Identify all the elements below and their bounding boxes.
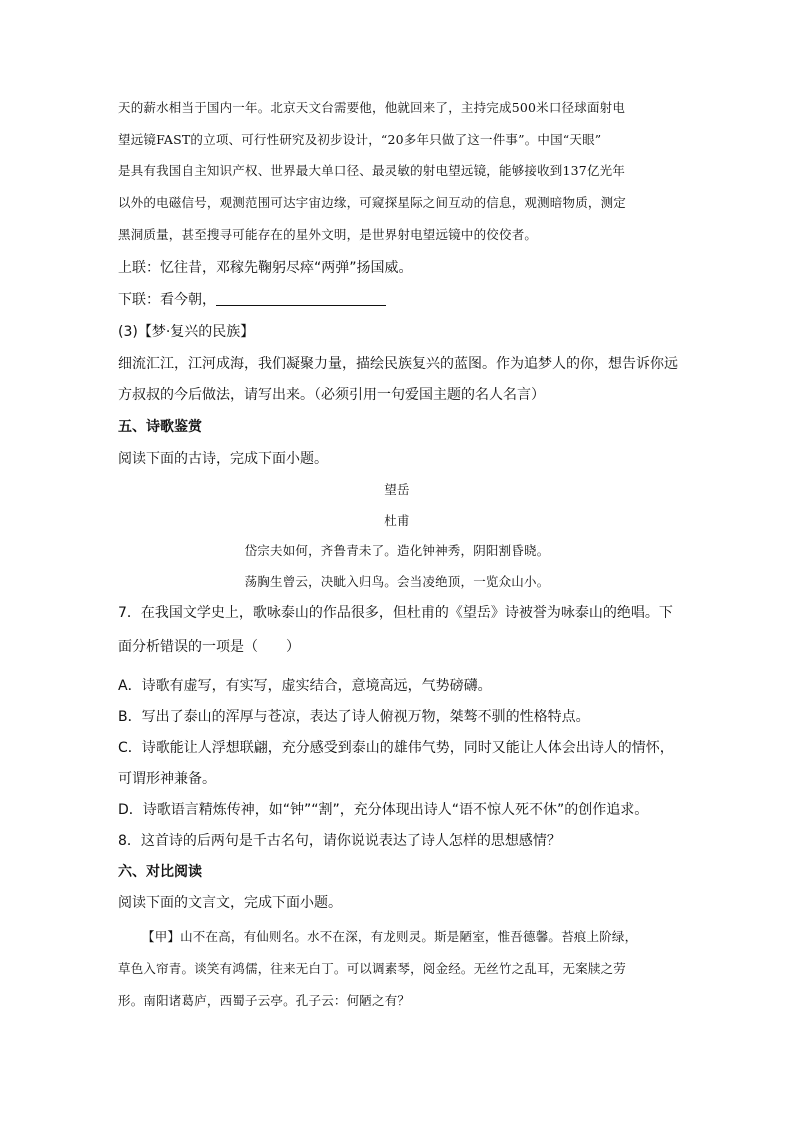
q3-title: (3)【梦·复兴的民族】 [118, 324, 255, 340]
passage-line: 以外的电磁信号，观测范围可达宇宙边缘，可窥探星际之间互动的信息，观测暗物质，测定 [118, 195, 627, 210]
classical-text-line: 【甲】山不在高，有仙则名。水不在深，有龙则灵。斯是陋室，惟吾德馨。苔痕上阶绿， [142, 929, 638, 944]
passage-line: 天的薪水相当于国内一年。北京天文台需要他，他就回来了，主持完成500米口径球面射电 [118, 100, 626, 115]
passage-line: 望远镜FAST的立项、可行性研究及初步设计，“20多年只做了这一件事”。中国“天眼” [118, 132, 602, 147]
q7-option-b: B．写出了泰山的浑厚与苍凉，表达了诗人俯视万物，桀骜不驯的性格特点。 [118, 709, 590, 725]
q7-stem: 面分析错误的一项是（ ） [118, 639, 300, 655]
classical-text-line: 形。南阳诸葛庐，西蜀子云亭。孔子云：何陋之有？ [118, 993, 411, 1008]
poem-line: 岱宗夫如何，齐鲁青未了。造化钟神秀，阴阳割昏晓。 [244, 543, 550, 558]
q3-line: 方叔叔的今后做法，请写出来。（必须引用一句爱国主题的名人名言） [118, 387, 545, 403]
poem-author: 杜甫 [384, 513, 410, 528]
q8-question: 8．这首诗的后两句是千古名句，请你说说表达了诗人怎样的思想感情？ [118, 833, 561, 849]
couplet-lower [118, 289, 676, 311]
answer-blank[interactable] [216, 290, 386, 306]
section5-heading: 五、诗歌鉴赏 [118, 419, 202, 435]
poem-title: 望岳 [384, 482, 410, 497]
passage-line: 黑洞质量，甚至搜寻可能存在的星外文明，是世界射电望远镜中的佼佼者。 [118, 227, 538, 242]
q7-option-a: A．诗歌有虚写，有实写，虚实结合，意境高远，气势磅礴。 [118, 678, 492, 694]
section6-instruction: 阅读下面的文言文，完成下面小题。 [118, 895, 342, 911]
q7-stem: 7．在我国文学史上，歌咏泰山的作品很多，但杜甫的《望岳》诗被誉为咏泰山的绝唱。下 [118, 605, 673, 621]
section6-heading: 六、对比阅读 [118, 864, 202, 880]
passage-line: 是具有我国自主知识产权、世界最大单口径、最灵敏的射电望远镜，能够接收到137亿光年 [118, 163, 626, 178]
poem-line: 荡胸生曾云，决眦入归鸟。会当凌绝顶，一览众山小。 [244, 574, 550, 589]
section5-instruction: 阅读下面的古诗，完成下面小题。 [118, 451, 328, 467]
q3-line: 细流汇江，江河成海，我们凝聚力量，描绘民族复兴的蓝图。作为追梦人的你，想告诉你远 [118, 356, 678, 372]
q7-option-c: C．诗歌能让人浮想联翩，充分感受到泰山的雄伟气势，同时又能让人体会出诗人的情怀， [118, 740, 674, 756]
q7-option-d: D．诗歌语言精炼传神，如“钟”“割”，充分体现出诗人“语不惊人死不休”的创作追求。 [118, 802, 649, 818]
classical-text-line: 草色入帘青。谈笑有鸿儒，往来无白丁。可以调素琴，阅金经。无丝竹之乱耳，无案牍之劳 [118, 961, 627, 976]
couplet-lower-label: 下联：看今朝， [118, 292, 216, 308]
q7-option-c-cont: 可谓形神兼备。 [118, 771, 216, 787]
couplet-upper: 上联：忆往昔，邓稼先鞠躬尽瘁“两弹”扬国威。 [118, 260, 413, 276]
